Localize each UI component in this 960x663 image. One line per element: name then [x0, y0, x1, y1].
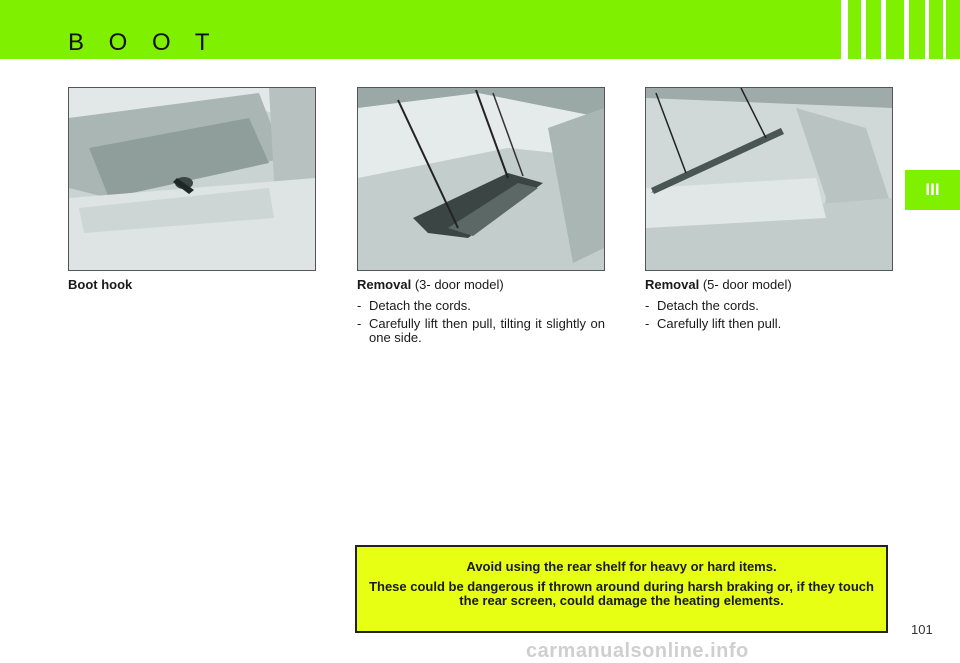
- header-stripe: [943, 0, 946, 59]
- instruction-step: - Carefully lift then pull.: [645, 316, 782, 331]
- header-stripe: [904, 0, 909, 59]
- header-stripe: [925, 0, 929, 59]
- removal-3-door-section: [357, 278, 605, 349]
- warning-line-2: These could be dangerous if thrown around during harsh braking or, if they touch the rear screen, could damage the heating elements.: [369, 579, 874, 608]
- page-title: B O O T: [68, 29, 219, 56]
- chapter-tab[interactable]: III: [905, 170, 960, 210]
- watermark: carmanualsonline.info: [526, 640, 749, 662]
- page-number: 101: [911, 622, 933, 637]
- section-heading: Boot hook: [68, 277, 133, 292]
- step-text: Detach the cords.: [657, 298, 759, 313]
- header-stripe: [881, 0, 886, 59]
- instruction-step: - Detach the cords.: [357, 298, 471, 313]
- boot-hook-section: [68, 278, 316, 299]
- section-subheading: (3- door model): [411, 277, 504, 292]
- section-heading: Removal: [645, 277, 700, 292]
- removal-3-door-heading: [357, 278, 605, 292]
- removal-5-door-heading: [645, 278, 893, 292]
- instruction-step: - Detach the cords.: [645, 298, 759, 313]
- instruction-step: - Carefully lift then pull, tilting it slightly on one side.: [357, 316, 605, 345]
- step-text: Carefully lift then pull.: [657, 316, 782, 331]
- header-stripe: [861, 0, 866, 59]
- boot-hook-photo: [68, 87, 316, 271]
- warning-line-1: Avoid using the rear shelf for heavy or hard items.: [466, 559, 777, 574]
- step-text: Carefully lift then pull, tilting it slightly on one side.: [369, 316, 605, 345]
- warning-box: [355, 545, 888, 633]
- boot-hook-heading: [68, 278, 316, 292]
- header-stripe: [841, 0, 848, 59]
- removal-3-door-photo: [357, 87, 605, 271]
- section-subheading: (5- door model): [699, 277, 792, 292]
- section-heading: Removal: [357, 277, 412, 292]
- step-text: Detach the cords.: [369, 298, 471, 313]
- removal-5-door-section: [645, 278, 893, 335]
- page-header-band: [0, 0, 960, 59]
- removal-5-door-photo: [645, 87, 893, 271]
